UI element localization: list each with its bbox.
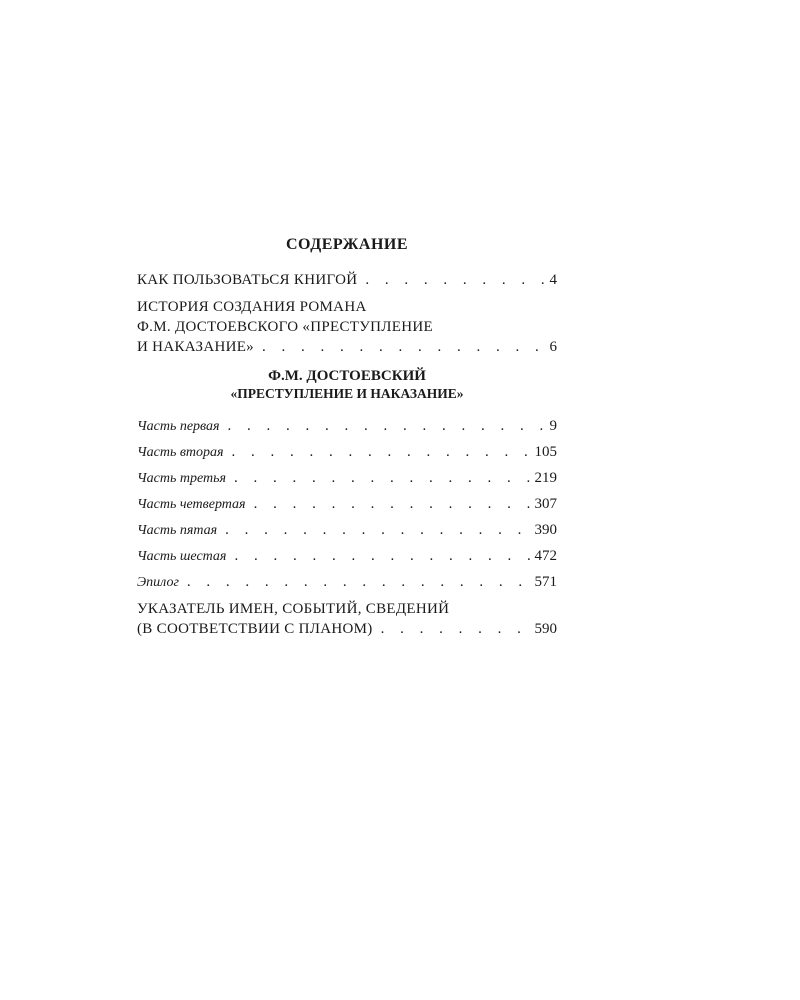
entry-label-line-2: (В СООТВЕТСТВИИ С ПЛАНОМ) <box>137 621 373 637</box>
entry-page-number: 390 <box>534 522 557 538</box>
toc-entry-part-4[interactable] <box>137 494 557 515</box>
entry-page-number: 219 <box>534 470 557 486</box>
entry-label: Часть третья <box>137 471 226 486</box>
dot-leader <box>225 520 530 540</box>
dot-leader <box>232 442 531 462</box>
entry-label: Часть первая <box>137 419 220 434</box>
entry-label-line-3: И НАКАЗАНИЕ» <box>137 339 254 355</box>
toc-entry-part-5[interactable] <box>137 520 557 541</box>
dot-leader <box>254 494 531 514</box>
toc-entry-how-to-use[interactable] <box>137 270 557 290</box>
entry-page-number: 105 <box>534 444 557 460</box>
dot-leader <box>234 468 531 488</box>
toc-entry-part-1[interactable] <box>137 416 557 437</box>
section-heading <box>137 367 557 402</box>
entry-label: Часть четвертая <box>137 497 246 512</box>
dot-leader <box>228 416 546 436</box>
toc-entry-part-2[interactable] <box>137 442 557 463</box>
entry-label: Эпилог <box>137 575 179 590</box>
dot-leader <box>365 270 545 290</box>
entry-page-number: 571 <box>534 574 557 590</box>
toc-entry-index[interactable] <box>137 599 557 639</box>
dot-leader <box>262 337 546 357</box>
entry-label: Часть пятая <box>137 523 218 538</box>
table-of-contents <box>137 235 557 646</box>
dot-leader <box>381 619 531 639</box>
section-heading-title: «ПРЕСТУПЛЕНИЕ И НАКАЗАНИЕ» <box>230 386 464 401</box>
dot-leader <box>187 572 531 592</box>
entry-page-number: 6 <box>549 339 557 355</box>
entry-label: Часть вторая <box>137 445 224 460</box>
section-heading-author: Ф.М. ДОСТОЕВСКИЙ <box>268 368 426 384</box>
entry-page-number: 9 <box>549 418 557 434</box>
toc-title: СОДЕРЖАНИЕ <box>285 236 409 253</box>
entry-page-number: 472 <box>534 548 557 564</box>
dot-leader <box>234 546 530 566</box>
toc-entry-epilogue[interactable] <box>137 572 557 593</box>
toc-entry-part-3[interactable] <box>137 468 557 489</box>
toc-entry-part-6[interactable] <box>137 546 557 567</box>
entry-label: Часть шестая <box>137 549 227 564</box>
entry-label-line-1: УКАЗАТЕЛЬ ИМЕН, СОБЫТИЙ, СВЕДЕНИЙ <box>137 601 450 617</box>
entry-label-line-1: ИСТОРИЯ СОЗДАНИЯ РОМАНА <box>137 299 367 315</box>
entry-page-number: 307 <box>534 496 557 512</box>
entry-page-number: 590 <box>534 621 557 637</box>
entry-page-number: 4 <box>549 272 557 288</box>
entry-label-line-2: Ф.М. ДОСТОЕВСКОГО «ПРЕСТУПЛЕНИЕ <box>137 319 433 335</box>
toc-entry-history[interactable] <box>137 297 557 357</box>
entry-label: КАК ПОЛЬЗОВАТЬСЯ КНИГОЙ <box>137 272 358 288</box>
